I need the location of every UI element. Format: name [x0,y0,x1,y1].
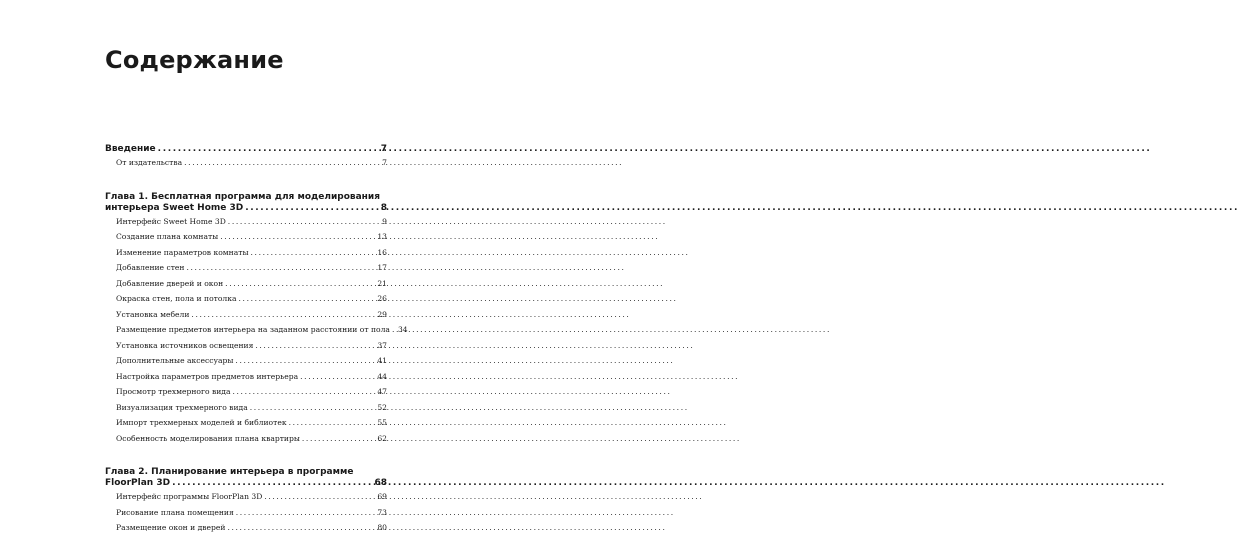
toc-item[interactable] [105,384,387,400]
toc-item[interactable] [105,353,387,369]
toc-leader-dots [302,431,375,447]
toc-page-number: 44 [377,371,387,381]
toc-item[interactable] [105,155,387,171]
toc-leader-dots [184,155,380,171]
toc-page-number: 37 [377,340,387,350]
toc-page-number: 34 [397,325,408,334]
toc-chapter-label: FloorPlan 3D [105,478,171,488]
toc-item-label: Окраска стен, пола и потолка [116,294,237,303]
toc-page-number: 29 [377,309,387,319]
toc-item[interactable] [105,245,387,261]
toc-chapter-label: Введение [105,144,156,154]
table-of-contents [105,144,408,536]
toc-leader-dots [392,322,396,338]
toc-leader-dots [233,384,376,400]
document-page [0,0,500,532]
toc-page-number: 73 [377,507,387,517]
toc-item-label: Рисование плана помещения [116,507,234,517]
toc-page-number: 17 [377,263,387,272]
toc-leader-dots [220,229,375,245]
toc-item-label: Интерфейс Sweet Home 3D [116,216,226,226]
toc-leader-dots [191,307,375,323]
toc-leader-dots [289,415,376,431]
toc-page-number: 47 [377,387,387,396]
toc-leader-dots [158,144,379,155]
toc-page-number: 80 [377,523,387,532]
toc-item-label: Визуализация трехмерного вида [116,402,248,412]
toc-item-label: Дополнительные аксессуары [116,356,234,365]
toc-item[interactable] [105,291,387,307]
toc-leader-dots [172,478,372,489]
toc-item[interactable] [105,260,387,276]
toc-leader-dots [245,203,379,214]
toc-item[interactable] [105,520,387,536]
toc-chapter-entry[interactable] [105,144,387,155]
toc-leader-dots [236,505,376,521]
toc-item-label: Импорт трехмерных моделей и библиотек [116,418,287,427]
toc-item[interactable] [105,229,387,245]
toc-page-number: 55 [377,418,387,427]
toc-item[interactable] [105,431,387,447]
toc-chapter-heading-line[interactable]: Глава 1. Бесплатная программа для моделирования [105,191,380,202]
toc-leader-dots [239,291,376,307]
toc-page-number: 7 [382,158,387,167]
toc-item[interactable] [105,276,387,292]
toc-page-number: 7 [380,144,387,154]
toc-chapter-heading-line[interactable]: Глава 2. Планирование интерьера в программе [105,467,354,477]
toc-leader-dots [235,353,375,369]
toc-section-chapter-1 [105,191,408,447]
toc-page-number: 69 [377,492,387,501]
toc-page-number: 16 [377,247,387,257]
toc-page-number: 26 [377,294,387,303]
toc-section-chapter-2 [105,467,387,536]
toc-chapter-label: интерьера Sweet Home 3D [105,202,244,213]
toc-item[interactable] [105,489,387,505]
toc-item-label: Установка источников освещения [116,340,254,350]
toc-item-label: Создание плана комнаты [116,232,219,241]
toc-item-label: Добавление стен [116,263,185,272]
toc-page-number: 21 [377,278,387,288]
toc-item[interactable] [105,307,387,323]
toc-item-label: Настройка параметров предметов интерьера [116,371,299,381]
toc-leader-dots [300,369,375,385]
toc-item-label: Интерфейс программы FloorPlan 3D [116,492,263,501]
toc-item-label: Особенность моделирования плана квартиры [116,433,300,443]
toc-item-label: Просмотр трехмерного вида [116,387,231,396]
section-spacer [105,171,387,192]
section-spacer [105,446,387,467]
toc-item-label: Размещение окон и дверей [116,523,226,532]
toc-leader-dots [250,400,376,416]
toc-item-label: Изменение параметров комнаты [116,247,249,257]
toc-leader-dots [264,489,375,505]
toc-page-number: 62 [377,433,387,443]
toc-page-number: 9 [382,216,387,226]
toc-chapter-entry[interactable] [105,203,387,214]
toc-leader-dots [225,276,375,292]
toc-item[interactable] [105,338,387,354]
toc-page-number: 13 [377,232,387,241]
toc-leader-dots [251,245,376,261]
toc-item[interactable] [105,415,387,431]
page-title: Содержание [105,46,284,74]
toc-leader-dots [255,338,375,354]
toc-page-number: 41 [377,356,387,365]
toc-item[interactable] [105,322,408,338]
toc-chapter-entry[interactable] [105,478,387,489]
toc-item[interactable] [105,400,387,416]
toc-leader-dots [228,214,380,230]
toc-item-label: Добавление дверей и окон [116,278,224,288]
toc-leader-dots [186,260,375,276]
toc-page-number: 68 [374,478,387,488]
toc-section-intro [105,144,387,171]
toc-leader-dots [227,520,375,536]
toc-item[interactable] [105,369,387,385]
toc-item-label: От издательства [116,158,183,167]
toc-item-label: Размещение предметов интерьера на заданном расстоянии от пола [116,325,390,334]
toc-page-number: 52 [377,402,387,412]
toc-item[interactable] [105,214,387,230]
toc-item-label: Установка мебели [116,309,190,319]
toc-page-number: 8 [380,202,387,213]
toc-item[interactable] [105,505,387,521]
